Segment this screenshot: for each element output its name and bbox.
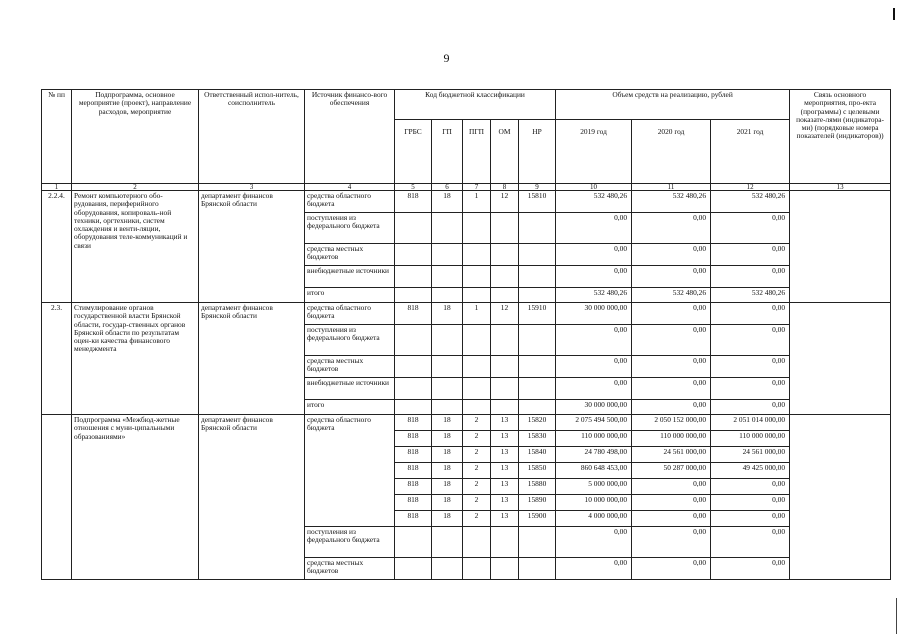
amount-2020: 0,00 <box>632 495 711 511</box>
sub-2021-header: 2021 год <box>711 120 790 184</box>
amount-2021: 0,00 <box>711 325 790 356</box>
code-gp: 18 <box>432 511 463 527</box>
page-number: 9 <box>443 51 450 65</box>
code-grbs: 818 <box>395 495 432 511</box>
col-number: 13 <box>790 184 891 191</box>
item-executor: департамент финансов Брянской области <box>199 415 305 580</box>
funding-source: средства областного бюджета <box>305 415 395 527</box>
code-pgp: 2 <box>463 447 491 463</box>
col-number: 1 <box>42 184 72 191</box>
code-om: 13 <box>491 479 519 495</box>
funding-source: внебюджетные источники <box>305 266 395 288</box>
code-pgp: 1 <box>463 303 491 325</box>
amount-2019: 110 000 000,00 <box>556 431 632 447</box>
table-row <box>42 415 891 431</box>
col-number: 7 <box>463 184 491 191</box>
item-number: 2.2.4. <box>42 191 72 303</box>
code-om: 13 <box>491 415 519 431</box>
funding-source: средства местных бюджетов <box>305 244 395 266</box>
amount-2020: 0,00 <box>632 511 711 527</box>
code-gp: 18 <box>432 479 463 495</box>
item-executor: департамент финансов Брянской области <box>199 303 305 415</box>
amount-2020: 0,00 <box>632 303 711 325</box>
amount-2019: 0,00 <box>556 527 632 558</box>
indicator-link <box>790 191 891 303</box>
amount-2019: 4 000 000,00 <box>556 511 632 527</box>
item-number: 2.3. <box>42 303 72 415</box>
col-num-header: № пп <box>42 90 72 184</box>
sub-pgp-header: ПГП <box>463 120 491 184</box>
amount-2021: 0,00 <box>711 266 790 288</box>
col-source-header: Источник финансо-вого обеспечения <box>305 90 395 184</box>
total-2021: 532 480,26 <box>711 288 790 303</box>
col-number: 12 <box>711 184 790 191</box>
amount-2019: 0,00 <box>556 213 632 244</box>
funding-source: средства местных бюджетов <box>305 356 395 378</box>
code-pgp: 1 <box>463 191 491 213</box>
corner-scan-mark <box>893 8 895 20</box>
code-gp: 18 <box>432 191 463 213</box>
amount-2019: 0,00 <box>556 378 632 400</box>
funding-source: поступления из федерального бюджета <box>305 527 395 558</box>
indicator-link <box>790 415 891 580</box>
amount-2020: 0,00 <box>632 558 711 580</box>
funding-source: поступления из федерального бюджета <box>305 325 395 356</box>
amount-2021: 0,00 <box>711 479 790 495</box>
item-number <box>42 415 72 580</box>
total-2021: 0,00 <box>711 400 790 415</box>
col-number: 11 <box>632 184 711 191</box>
amount-2021: 0,00 <box>711 511 790 527</box>
amount-2021: 532 480,26 <box>711 191 790 213</box>
amount-2019: 10 000 000,00 <box>556 495 632 511</box>
col-number: 5 <box>395 184 432 191</box>
amount-2019: 0,00 <box>556 266 632 288</box>
amount-2019: 2 075 494 500,00 <box>556 415 632 431</box>
total-2020: 0,00 <box>632 400 711 415</box>
sub-grbs-header: ГРБС <box>395 120 432 184</box>
funding-source: средства местных бюджетов <box>305 558 395 580</box>
amount-2021: 0,00 <box>711 356 790 378</box>
amount-2019: 0,00 <box>556 244 632 266</box>
funding-source-total: итого <box>305 400 395 415</box>
col-executor-header: Ответственный испол-нитель, соисполнитель <box>199 90 305 184</box>
amount-2020: 0,00 <box>632 527 711 558</box>
indicator-link <box>790 303 891 415</box>
code-om: 12 <box>491 191 519 213</box>
code-om: 13 <box>491 431 519 447</box>
code-pgp: 2 <box>463 495 491 511</box>
amount-2021: 0,00 <box>711 244 790 266</box>
col-number: 6 <box>432 184 463 191</box>
item-name: Подпрограмма «Межбюд-жетные отношения с муни-ципальными образованиями» <box>72 415 199 580</box>
code-np: 15880 <box>519 479 556 495</box>
code-np: 15840 <box>519 447 556 463</box>
code-grbs: 818 <box>395 431 432 447</box>
code-gp: 18 <box>432 495 463 511</box>
funding-source: поступления из федерального бюджета <box>305 213 395 244</box>
amount-2020: 0,00 <box>632 213 711 244</box>
table-row <box>42 303 891 325</box>
amount-2020: 110 000 000,00 <box>632 431 711 447</box>
amount-2021: 110 000 000,00 <box>711 431 790 447</box>
total-2019: 30 000 000,00 <box>556 400 632 415</box>
amount-2019: 24 780 498,00 <box>556 447 632 463</box>
code-grbs: 818 <box>395 447 432 463</box>
amount-2020: 532 480,26 <box>632 191 711 213</box>
code-om: 13 <box>491 463 519 479</box>
col-number: 3 <box>199 184 305 191</box>
amount-2019: 532 480,26 <box>556 191 632 213</box>
code-pgp: 2 <box>463 415 491 431</box>
sub-gp-header: ГП <box>432 120 463 184</box>
code-om: 13 <box>491 447 519 463</box>
col-number: 10 <box>556 184 632 191</box>
header-row <box>42 90 891 120</box>
amount-2020: 24 561 000,00 <box>632 447 711 463</box>
funding-source: средства областного бюджета <box>305 303 395 325</box>
code-pgp: 2 <box>463 479 491 495</box>
amount-2021: 0,00 <box>711 213 790 244</box>
code-gp: 18 <box>432 415 463 431</box>
funding-source: внебюджетные источники <box>305 378 395 400</box>
table-row <box>42 191 891 213</box>
code-gp: 18 <box>432 431 463 447</box>
amount-2020: 0,00 <box>632 244 711 266</box>
code-np: 15890 <box>519 495 556 511</box>
column-number-row <box>42 184 891 191</box>
item-name: Стимулирование органов государственной власти Брянской области, государ-ственных органов Брянской области по результатам оцен-ки качества финансового менеджмента <box>72 303 199 415</box>
amount-2021: 0,00 <box>711 527 790 558</box>
code-np: 15850 <box>519 463 556 479</box>
total-2019: 532 480,26 <box>556 288 632 303</box>
amount-2019: 0,00 <box>556 558 632 580</box>
code-pgp: 2 <box>463 463 491 479</box>
amount-2021: 0,00 <box>711 378 790 400</box>
col-number: 8 <box>491 184 519 191</box>
amount-2020: 0,00 <box>632 325 711 356</box>
col-program-header: Подпрограмма, основное мероприятие (проект), направление расходов, мероприятие <box>72 90 199 184</box>
code-grbs: 818 <box>395 463 432 479</box>
amount-2021: 0,00 <box>711 495 790 511</box>
code-np: 15820 <box>519 415 556 431</box>
amount-2019: 5 000 000,00 <box>556 479 632 495</box>
code-grbs: 818 <box>395 479 432 495</box>
col-link-header: Связь основного мероприятия, про-екта (программы) с целевыми показате-лями (индикатора-ми) (порядковые номера показателей (индикаторов)) <box>790 90 891 184</box>
edge-scan-line <box>896 598 897 634</box>
code-om: 13 <box>491 511 519 527</box>
amount-2019: 0,00 <box>556 325 632 356</box>
col-number: 9 <box>519 184 556 191</box>
amount-2020: 50 287 000,00 <box>632 463 711 479</box>
amount-2020: 0,00 <box>632 479 711 495</box>
code-np: 15810 <box>519 191 556 213</box>
amount-2019: 30 000 000,00 <box>556 303 632 325</box>
funding-source-total: итого <box>305 288 395 303</box>
code-pgp: 2 <box>463 431 491 447</box>
code-grbs: 818 <box>395 191 432 213</box>
code-np: 15910 <box>519 303 556 325</box>
amount-2020: 0,00 <box>632 378 711 400</box>
budget-table <box>41 89 891 580</box>
code-pgp: 2 <box>463 511 491 527</box>
code-gp: 18 <box>432 463 463 479</box>
code-grbs: 818 <box>395 511 432 527</box>
col-budget-code-header: Код бюджетной классификации <box>395 90 556 120</box>
sub-np-header: НР <box>519 120 556 184</box>
code-om: 13 <box>491 495 519 511</box>
amount-2019: 0,00 <box>556 356 632 378</box>
amount-2020: 0,00 <box>632 266 711 288</box>
funding-source: средства областного бюджета <box>305 191 395 213</box>
code-np: 15900 <box>519 511 556 527</box>
code-gp: 18 <box>432 303 463 325</box>
total-2020: 532 480,26 <box>632 288 711 303</box>
amount-2019: 860 648 453,00 <box>556 463 632 479</box>
col-volume-header: Объем средств на реализацию, рублей <box>556 90 790 120</box>
item-name: Ремонт компьютерного обо-рудования, периферийного оборудования, копироваль-ной техники, оргтехники, систем охлаждения и венти-ляции, оборудования теле-коммуникаций и связи <box>72 191 199 303</box>
amount-2020: 2 050 152 000,00 <box>632 415 711 431</box>
amount-2021: 49 425 000,00 <box>711 463 790 479</box>
sub-2020-header: 2020 год <box>632 120 711 184</box>
sub-om-header: ОМ <box>491 120 519 184</box>
col-number: 2 <box>72 184 199 191</box>
amount-2021: 0,00 <box>711 303 790 325</box>
sub-2019-header: 2019 год <box>556 120 632 184</box>
item-executor: департамент финансов Брянской области <box>199 191 305 303</box>
code-om: 12 <box>491 303 519 325</box>
code-np: 15830 <box>519 431 556 447</box>
col-number: 4 <box>305 184 395 191</box>
code-gp: 18 <box>432 447 463 463</box>
amount-2021: 0,00 <box>711 558 790 580</box>
code-grbs: 818 <box>395 303 432 325</box>
amount-2021: 2 051 014 000,00 <box>711 415 790 431</box>
amount-2020: 0,00 <box>632 356 711 378</box>
amount-2021: 24 561 000,00 <box>711 447 790 463</box>
code-grbs: 818 <box>395 415 432 431</box>
